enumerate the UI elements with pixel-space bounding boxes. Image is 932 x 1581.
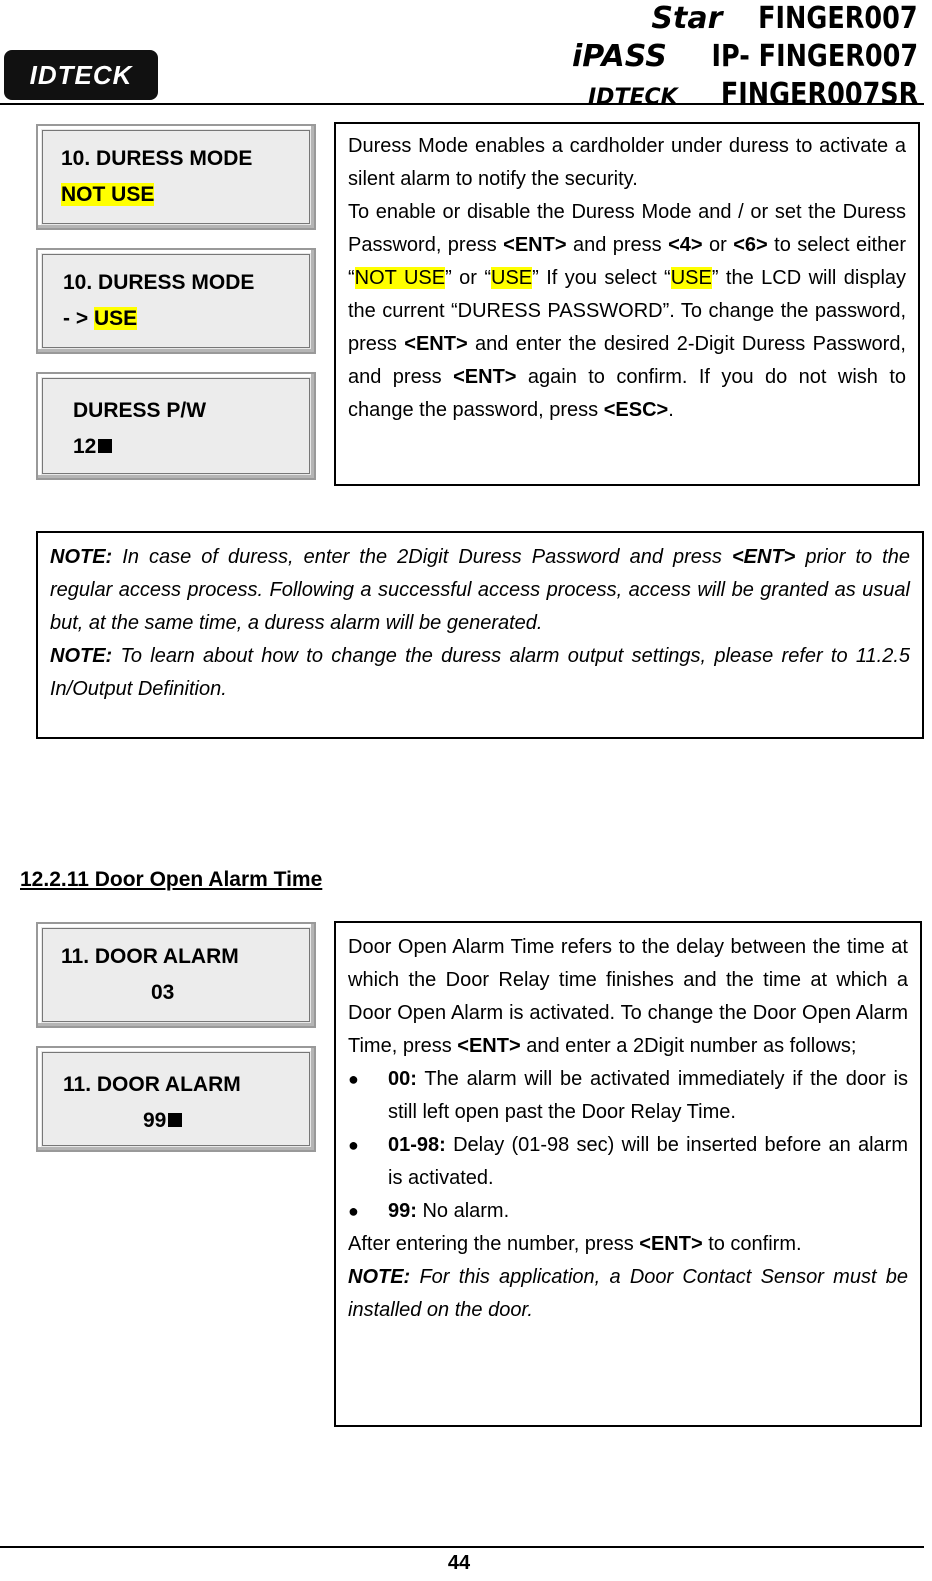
lcd-line-1: 11. DOOR ALARM xyxy=(63,1073,241,1096)
lcd-duress-password xyxy=(36,372,316,480)
lcd-text xyxy=(73,393,206,465)
brand-star: Star xyxy=(651,1,723,36)
lcd-text xyxy=(63,265,254,337)
door-alarm-intro: Door Open Alarm Time refers to the delay between the time at which the Door Relay time finishes and the time at which a Door Open Alarm is activated. To change the Door Open Alarm Time, press <ENT> and enter a 2Digit number as follows; xyxy=(348,936,908,1057)
lcd-screen xyxy=(42,1052,310,1146)
duress-note-box xyxy=(36,531,924,739)
lcd-line-1: 10. DURESS MODE xyxy=(61,147,253,170)
footer-divider xyxy=(0,1546,924,1548)
lcd-line-1: DURESS P/W xyxy=(73,399,207,422)
cursor-block-icon xyxy=(168,1113,182,1127)
lcd-text xyxy=(61,141,252,213)
brand-idteck: IDTECK xyxy=(588,85,678,110)
product-names xyxy=(572,0,918,114)
product-name: FINGER007 xyxy=(758,1,918,36)
lcd-line-2-highlight: USE xyxy=(93,307,138,330)
lcd-screen xyxy=(42,130,310,224)
lcd-arrow: - > xyxy=(63,307,94,330)
lcd-line-1: 10. DURESS MODE xyxy=(63,271,255,294)
lcd-line-1: 11. DOOR ALARM xyxy=(61,945,239,968)
lcd-text xyxy=(61,939,239,1011)
brand-ipass: iPASS xyxy=(571,39,667,74)
door-alarm-description-box xyxy=(334,921,922,1427)
product-name: IP- FINGER007 xyxy=(711,39,918,74)
lcd-duress-not-use xyxy=(36,124,316,230)
bullet-icon: ● xyxy=(348,1069,359,1089)
bullet-99: ● 99: No alarm. xyxy=(348,1195,908,1228)
lcd-line-2: 12 xyxy=(73,435,97,458)
bullet-01-98: ● 01-98: Delay (01-98 sec) will be inserted before an alarm is activated. xyxy=(348,1129,908,1195)
bullet-icon: ● xyxy=(348,1201,359,1221)
product-name: FINGER007SR xyxy=(720,77,918,112)
lcd-screen xyxy=(42,928,310,1022)
lcd-text xyxy=(63,1067,241,1139)
lcd-line-2: 99 xyxy=(143,1109,167,1132)
duress-instructions: To enable or disable the Duress Mode and / or set the Duress Password, press <ENT> and press <4> or <6> to select either “NOT USE” or “USE” If you select “USE” the LCD will display the current “DURESS PASSWORD”. To change the password, press <ENT> and enter the desired 2-Digit Duress Password, and press <ENT> again to confirm. If you do not wish to change the password, press <ESC>. xyxy=(348,201,907,421)
lcd-line-2: 03 xyxy=(151,981,175,1004)
header-divider xyxy=(0,103,924,105)
duress-description-box xyxy=(334,122,920,486)
idteck-logo xyxy=(4,50,158,100)
door-alarm-confirm: After entering the number, press <ENT> to confirm. xyxy=(348,1233,802,1255)
bullet-00: ● 00: The alarm will be activated immediately if the door is still left open past the Door Relay Time. xyxy=(348,1063,908,1129)
lcd-line-2-highlight: NOT USE xyxy=(61,183,155,206)
product-line-idteck xyxy=(572,76,918,114)
note-2: NOTE: To learn about how to change the duress alarm output settings, please refer to 11.2.5 In/Output Definition. xyxy=(50,645,910,700)
page-number: 44 xyxy=(447,1552,471,1574)
bullet-icon: ● xyxy=(348,1135,359,1155)
section-title: 12.2.11 Door Open Alarm Time xyxy=(20,868,323,891)
lcd-door-alarm-03 xyxy=(36,922,316,1028)
product-line-ipass xyxy=(572,38,918,76)
lcd-duress-use xyxy=(36,248,316,354)
lcd-door-alarm-99 xyxy=(36,1046,316,1152)
lcd-screen xyxy=(42,254,310,348)
logo-text: IDTECK xyxy=(29,59,133,90)
product-line-star xyxy=(572,0,918,38)
cursor-block-icon xyxy=(98,439,112,453)
door-alarm-note: NOTE: For this application, a Door Contact Sensor must be installed on the door. xyxy=(348,1266,908,1321)
lcd-screen xyxy=(42,378,310,474)
duress-intro: Duress Mode enables a cardholder under duress to activate a silent alarm to notify the security. xyxy=(348,135,906,190)
note-1: NOTE: In case of duress, enter the 2Digit Duress Password and press <ENT> prior to the regular access process. Following a successful access process, access will be granted as usual but, at the same time, a duress alarm will be generated. xyxy=(50,546,910,634)
